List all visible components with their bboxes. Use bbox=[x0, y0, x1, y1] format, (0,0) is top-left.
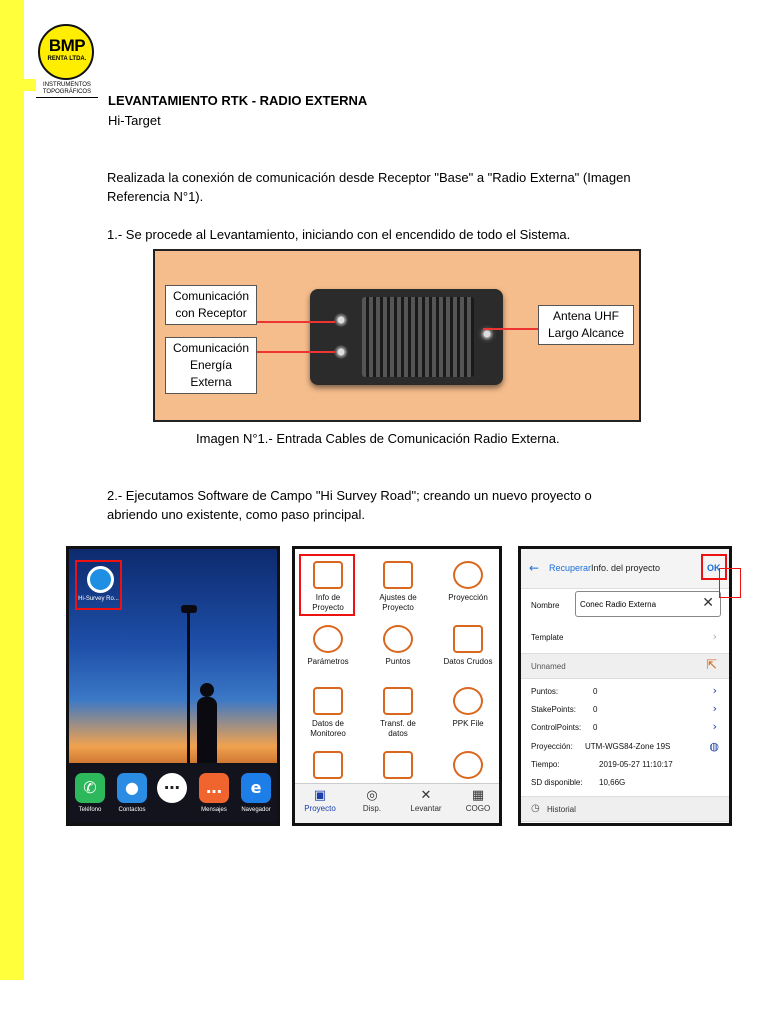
paragraph-line: Referencia N°1). bbox=[107, 189, 204, 204]
gnss-receiver bbox=[181, 605, 197, 613]
row-value: 0 bbox=[593, 705, 598, 714]
row-value: 0 bbox=[593, 687, 598, 696]
menu-datos-crudos[interactable] bbox=[435, 625, 501, 667]
logo-tagline-2: TOPOGRÁFICOS bbox=[42, 89, 92, 95]
ok-callout-box bbox=[719, 568, 741, 598]
points-icon bbox=[383, 625, 413, 653]
row-label: SD disponible: bbox=[531, 778, 583, 787]
unnamed-band bbox=[521, 653, 729, 679]
menu-datos-monitoreo[interactable] bbox=[295, 687, 361, 739]
raw-data-icon bbox=[453, 625, 483, 653]
hi-survey-app[interactable] bbox=[75, 560, 122, 610]
surveyor-body bbox=[197, 697, 217, 767]
dock-messages[interactable] bbox=[199, 773, 229, 813]
menu-transf-datos[interactable] bbox=[365, 687, 431, 739]
row-value: 0 bbox=[593, 723, 598, 732]
name-label: Nombre bbox=[531, 601, 560, 610]
menu-label bbox=[295, 593, 361, 613]
label-text: Comunicación bbox=[172, 341, 250, 355]
tab-label: COGO bbox=[465, 804, 491, 813]
parameters-globe-icon bbox=[313, 625, 343, 653]
row-label: Tiempo: bbox=[531, 760, 560, 769]
hi-survey-icon[interactable] bbox=[87, 566, 114, 593]
pointer-line bbox=[483, 328, 538, 330]
paragraph-line: abriendo uno existente, como paso principal. bbox=[107, 507, 365, 522]
dock-label: Teléfono bbox=[78, 807, 102, 813]
ppk-icon bbox=[453, 687, 483, 715]
phone-project-info bbox=[518, 546, 732, 826]
menu-label-line: PPK File bbox=[452, 719, 484, 728]
document-icon bbox=[383, 751, 413, 779]
bottom-tab-bar bbox=[295, 783, 499, 823]
menu-puntos[interactable] bbox=[365, 625, 431, 667]
export-folder-icon bbox=[313, 751, 343, 779]
pointer-line bbox=[257, 351, 335, 353]
receptor-port bbox=[334, 313, 348, 327]
logo-sub-text: RENTA LTDA. bbox=[47, 56, 87, 62]
label-receptor bbox=[165, 285, 257, 325]
recover-link[interactable]: Recuperar bbox=[549, 563, 592, 573]
device-tab-icon: ◎ bbox=[366, 788, 378, 803]
dock-label: Navegador bbox=[241, 807, 271, 813]
menu-label bbox=[435, 657, 501, 667]
dock-label: Mensajes bbox=[201, 807, 227, 813]
power-port bbox=[334, 345, 348, 359]
messages-icon[interactable]: … bbox=[199, 773, 229, 803]
clear-icon[interactable]: ✕ bbox=[702, 595, 714, 611]
menu-label-line: Puntos bbox=[385, 657, 411, 666]
menu-label bbox=[295, 657, 361, 667]
contacts-icon[interactable]: ● bbox=[117, 773, 147, 803]
phone-home-screen bbox=[66, 546, 280, 826]
menu-label-line: Ajustes de bbox=[379, 593, 417, 602]
history-band[interactable] bbox=[521, 796, 729, 822]
chevron-right-icon: › bbox=[712, 630, 717, 643]
project-name-input[interactable] bbox=[575, 591, 721, 617]
survey-tab-icon: ✕ bbox=[420, 788, 432, 803]
menu-ppk-file[interactable] bbox=[435, 687, 501, 729]
menu-label bbox=[365, 719, 431, 739]
app-dock bbox=[69, 767, 277, 823]
tab-cogo[interactable] bbox=[453, 788, 502, 813]
dock-apps[interactable] bbox=[157, 773, 187, 807]
label-energia bbox=[165, 337, 257, 394]
project-info-header bbox=[521, 549, 729, 589]
globe-icon bbox=[453, 561, 483, 589]
menu-extra-1[interactable] bbox=[295, 751, 361, 779]
logo-stripe bbox=[0, 79, 36, 91]
dock-browser[interactable] bbox=[241, 773, 271, 813]
menu-label bbox=[435, 593, 501, 603]
menu-label-line: Datos de bbox=[311, 719, 345, 728]
tools-icon bbox=[453, 751, 483, 779]
menu-label-line: Monitoreo bbox=[310, 729, 346, 738]
menu-label-line: Proyecto bbox=[382, 603, 414, 612]
row-label: StakePoints: bbox=[531, 705, 576, 714]
menu-label bbox=[435, 719, 501, 729]
clock-icon: ◷ bbox=[531, 803, 540, 814]
menu-extra-2[interactable] bbox=[365, 751, 431, 779]
row-value: UTM-WGS84-Zone 19S bbox=[585, 742, 671, 751]
paragraph-line: 2.- Ejecutamos Software de Campo "Hi Survey Road"; creando un nuevo proyecto o bbox=[107, 488, 592, 503]
calculator-tab-icon: ▦ bbox=[471, 788, 485, 803]
menu-label-line: Transf. de bbox=[380, 719, 416, 728]
row-value: 10,66G bbox=[599, 778, 626, 787]
back-arrow-icon[interactable]: ← bbox=[529, 561, 540, 575]
paragraph-connection bbox=[107, 168, 677, 206]
unnamed-label: Unnamed bbox=[531, 662, 566, 671]
document-title: LEVANTAMIENTO RTK - RADIO EXTERNA bbox=[108, 93, 368, 108]
caption-text: Imagen N°1.- Entrada Cables de Comunicación Radio Externa. bbox=[196, 431, 560, 446]
history-label: Historial bbox=[547, 805, 576, 814]
paragraph-line: Realizada la conexión de comunicación desde Receptor "Base" a "Radio Externa" (Imagen bbox=[107, 170, 631, 185]
menu-label-line: datos bbox=[388, 729, 408, 738]
label-text: Energía Externa bbox=[189, 358, 233, 389]
chevron-right-icon: › bbox=[712, 702, 717, 715]
dock-contacts[interactable] bbox=[117, 773, 147, 813]
row-value: 2019-05-27 11:10:17 bbox=[599, 760, 673, 769]
label-text: Comunicación bbox=[172, 289, 250, 303]
tab-proyecto[interactable] bbox=[295, 788, 345, 813]
label-text: Largo Alcance bbox=[547, 326, 625, 340]
radio-figure bbox=[153, 249, 641, 422]
browser-icon[interactable]: e bbox=[241, 773, 271, 803]
surveyor-head bbox=[200, 683, 214, 697]
menu-label-line: Proyecto bbox=[312, 603, 344, 612]
menu-extra-3[interactable] bbox=[435, 751, 501, 779]
menu-label-line: Proyección bbox=[448, 593, 488, 602]
phone-project-menu bbox=[292, 546, 502, 826]
chevron-right-icon: › bbox=[712, 684, 717, 697]
survey-pole bbox=[187, 609, 190, 779]
radio-heatsink bbox=[362, 297, 474, 377]
screen-title: Info. del proyecto bbox=[591, 563, 661, 573]
dock-label: Contactos bbox=[118, 807, 146, 813]
row-label: Puntos: bbox=[531, 687, 559, 696]
tab-label: Proyecto bbox=[304, 804, 336, 813]
settings-folder-icon bbox=[383, 561, 413, 589]
project-name-value: Conec Radio Externa bbox=[580, 600, 657, 609]
row-label: Proyección: bbox=[531, 742, 573, 751]
monitor-icon bbox=[313, 687, 343, 715]
radio-device bbox=[310, 289, 503, 385]
project-tab-icon: ▣ bbox=[313, 788, 327, 803]
chevron-right-icon: › bbox=[712, 720, 717, 733]
document-subtitle: Hi-Target bbox=[108, 113, 161, 128]
label-text: Antena UHF bbox=[552, 309, 620, 323]
menu-label bbox=[295, 719, 361, 739]
phone-icon[interactable]: ✆ bbox=[75, 773, 105, 803]
folder-icon bbox=[313, 561, 343, 589]
label-antena bbox=[538, 305, 634, 345]
menu-label-line: Parámetros bbox=[307, 657, 349, 666]
menu-label-line: Info de bbox=[315, 593, 341, 602]
globe-icon[interactable]: ◍ bbox=[709, 740, 719, 753]
dock-phone[interactable] bbox=[75, 773, 105, 813]
pointer-line bbox=[257, 321, 335, 323]
menu-parametros[interactable] bbox=[295, 625, 361, 667]
menu-label bbox=[365, 657, 431, 667]
paragraph-step-1: 1.- Se procede al Levantamiento, iniciando con el encendido de todo el Sistema. bbox=[107, 227, 571, 242]
menu-proyeccion[interactable] bbox=[435, 561, 501, 603]
company-logo bbox=[36, 24, 98, 104]
yellow-side-bar bbox=[0, 0, 24, 980]
menu-info-proyecto[interactable] bbox=[295, 561, 361, 613]
menu-ajustes-proyecto[interactable] bbox=[365, 561, 431, 613]
logo-tagline-1: INSTRUMENTOS bbox=[43, 82, 91, 88]
menu-label-line: Datos Crudos bbox=[443, 657, 493, 666]
label-text: con Receptor bbox=[175, 306, 247, 320]
menu-label bbox=[365, 593, 431, 613]
paragraph-step-2 bbox=[107, 486, 677, 524]
ok-button[interactable]: OK bbox=[707, 563, 721, 573]
logo-main-text: BMP bbox=[48, 36, 86, 55]
tab-label: Disp. bbox=[362, 804, 382, 813]
logo-tagline bbox=[36, 82, 98, 98]
tab-label: Levantar bbox=[410, 804, 442, 813]
share-icon[interactable]: ⇱ bbox=[706, 658, 717, 673]
apps-drawer-icon[interactable]: ⋯ bbox=[157, 773, 187, 803]
template-label: Template bbox=[531, 633, 564, 642]
transfer-icon bbox=[383, 687, 413, 715]
app-label: Hi-Survey Ro... bbox=[78, 596, 119, 602]
tab-disp[interactable] bbox=[347, 788, 397, 813]
tab-levantar[interactable] bbox=[401, 788, 451, 813]
row-label: ControlPoints: bbox=[531, 723, 582, 732]
